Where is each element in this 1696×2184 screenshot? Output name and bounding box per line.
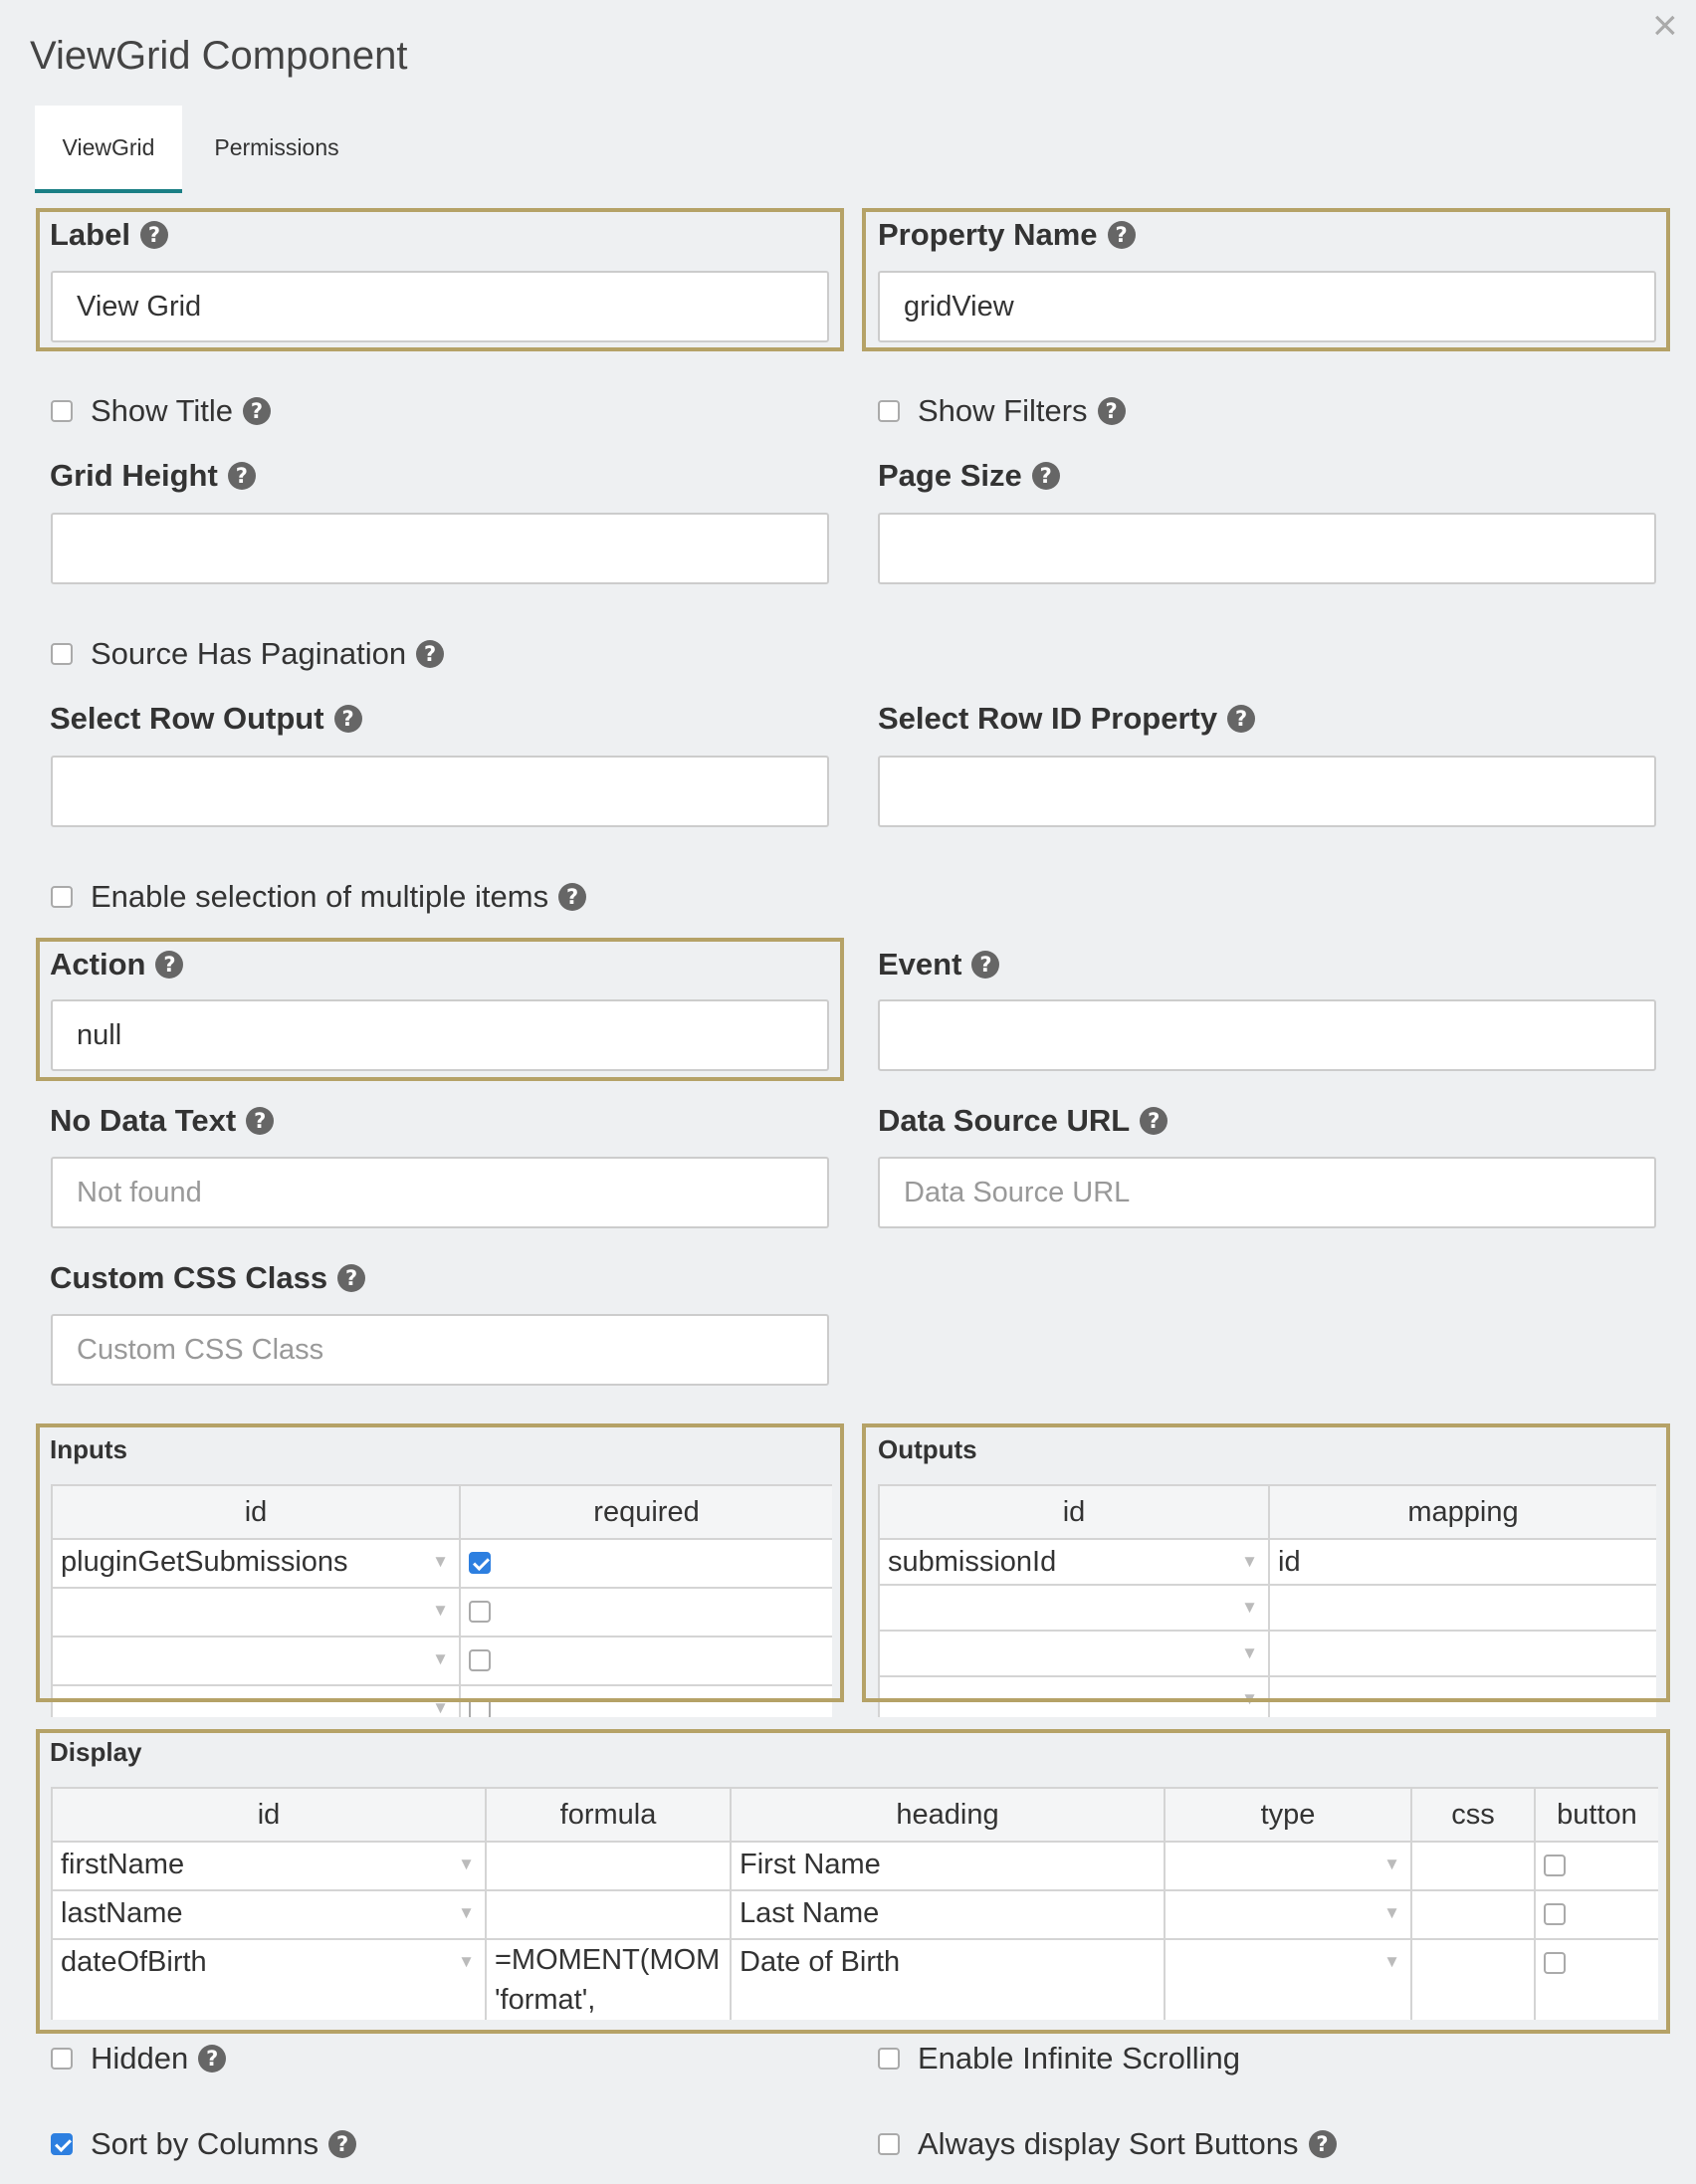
column-header-id[interactable]: id (879, 1485, 1269, 1539)
enable-multiple-checkbox[interactable]: Enable selection of multiple items ? (51, 879, 586, 915)
page-size-label: Page Size ? (878, 458, 1060, 494)
dropdown-arrow-icon[interactable]: ▼ (1383, 1952, 1400, 1971)
dropdown-arrow-icon[interactable]: ▼ (458, 1855, 475, 1873)
help-icon[interactable]: ? (1098, 397, 1126, 425)
custom-css-class-input[interactable]: Custom CSS Class (51, 1314, 829, 1386)
formula-cell[interactable] (486, 1890, 731, 1939)
help-icon[interactable]: ? (1309, 2130, 1337, 2158)
dropdown-arrow-icon[interactable]: ▼ (1383, 1903, 1400, 1922)
id-cell[interactable]: dateOfBirth ▼ (52, 1939, 486, 2020)
button-cell[interactable] (1535, 1842, 1658, 1890)
help-icon[interactable]: ? (243, 397, 271, 425)
help-icon[interactable]: ? (246, 1107, 274, 1135)
help-icon[interactable]: ? (558, 883, 586, 911)
column-header-mapping[interactable]: mapping (1269, 1485, 1656, 1539)
action-input[interactable]: null (51, 999, 829, 1071)
checkbox-box[interactable] (878, 2133, 900, 2155)
show-title-checkbox[interactable]: Show Title ? (51, 393, 271, 429)
dropdown-arrow-icon[interactable]: ▼ (432, 1601, 449, 1620)
custom-css-class-label: Custom CSS Class ? (50, 1260, 365, 1296)
enable-infinite-scrolling-checkbox[interactable]: Enable Infinite Scrolling (878, 2041, 1240, 2076)
inputs-section-title: Inputs (50, 1434, 127, 1464)
checkbox-checked[interactable] (51, 2133, 73, 2155)
column-header-button[interactable]: button (1535, 1788, 1658, 1842)
formula-cell[interactable]: =MOMENT(MOM 'format', (486, 1939, 731, 2020)
show-filters-checkbox[interactable]: Show Filters ? (878, 393, 1126, 429)
table-row (52, 1842, 1658, 1890)
event-label: Event ? (878, 947, 999, 983)
column-header-id[interactable]: id (52, 1788, 486, 1842)
select-row-id-property-input[interactable] (878, 756, 1656, 827)
dropdown-arrow-icon[interactable]: ▼ (432, 1698, 449, 1717)
action-label: Action ? (50, 947, 183, 983)
no-data-text-label: No Data Text ? (50, 1103, 274, 1139)
heading-cell[interactable]: First Name (731, 1842, 1165, 1890)
help-icon[interactable]: ? (155, 951, 183, 979)
help-icon[interactable]: ? (1108, 221, 1136, 249)
grid-height-label: Grid Height ? (50, 458, 256, 494)
css-cell[interactable] (1411, 1842, 1535, 1890)
event-input[interactable] (878, 999, 1656, 1071)
always-display-sort-buttons-checkbox[interactable]: Always display Sort Buttons ? (878, 2126, 1337, 2162)
select-row-output-label: Select Row Output ? (50, 701, 362, 737)
inputs-highlight (36, 1423, 844, 1702)
type-cell[interactable] (1165, 1939, 1411, 2020)
close-icon[interactable]: × (1652, 1, 1678, 50)
help-icon[interactable]: ? (337, 1264, 365, 1292)
tab-viewgrid[interactable]: ViewGrid (35, 106, 182, 193)
id-cell[interactable]: submissionId ▼ (879, 1539, 1269, 1585)
tab-permissions[interactable]: Permissions (214, 134, 339, 160)
help-icon[interactable]: ? (416, 640, 444, 668)
mapping-cell[interactable]: id (1269, 1539, 1656, 1585)
dropdown-arrow-icon[interactable]: ▼ (1241, 1598, 1258, 1617)
dropdown-arrow-icon[interactable]: ▼ (1241, 1643, 1258, 1662)
dropdown-arrow-icon[interactable]: ▼ (458, 1952, 475, 1971)
display-table (51, 1787, 1658, 2020)
outputs-section-title: Outputs (878, 1434, 977, 1464)
column-header-id[interactable]: id (52, 1485, 460, 1539)
checkbox-box[interactable] (1544, 1855, 1566, 1876)
dropdown-arrow-icon[interactable]: ▼ (1241, 1552, 1258, 1571)
css-cell[interactable] (1411, 1939, 1535, 2020)
css-cell[interactable] (1411, 1890, 1535, 1939)
data-source-url-label: Data Source URL ? (878, 1103, 1167, 1139)
button-cell[interactable] (1535, 1939, 1658, 2020)
help-icon[interactable]: ? (328, 2130, 356, 2158)
column-header-heading[interactable]: heading (731, 1788, 1165, 1842)
help-icon[interactable]: ? (198, 2045, 226, 2073)
select-row-output-input[interactable] (51, 756, 829, 827)
dropdown-arrow-icon[interactable]: ▼ (458, 1903, 475, 1922)
checkbox-box[interactable] (878, 400, 900, 422)
checkbox-box[interactable] (51, 643, 73, 665)
checkbox-box[interactable] (1544, 1903, 1566, 1925)
id-cell[interactable]: firstName ▼ (52, 1842, 486, 1890)
checkbox-box[interactable] (51, 2048, 73, 2070)
help-icon[interactable]: ? (334, 705, 362, 733)
label-input[interactable]: View Grid (51, 271, 829, 342)
button-cell[interactable] (1535, 1890, 1658, 1939)
help-icon[interactable]: ? (971, 951, 999, 979)
no-data-text-input[interactable]: Not found (51, 1157, 829, 1228)
select-row-id-property-label: Select Row ID Property ? (878, 701, 1255, 737)
checkbox-box[interactable] (51, 886, 73, 908)
formula-cell[interactable] (486, 1842, 731, 1890)
label-label: Label ? (50, 217, 168, 253)
data-source-url-input[interactable]: Data Source URL (878, 1157, 1656, 1228)
heading-cell[interactable]: Date of Birth (731, 1939, 1165, 2020)
help-icon[interactable]: ? (140, 221, 168, 249)
help-icon[interactable]: ? (228, 462, 256, 490)
help-icon[interactable]: ? (1032, 462, 1060, 490)
dropdown-arrow-icon[interactable]: ▼ (432, 1552, 449, 1571)
column-header-type[interactable]: type (1165, 1788, 1411, 1842)
column-header-css[interactable]: css (1411, 1788, 1535, 1842)
property-name-input[interactable]: gridView (878, 271, 1656, 342)
id-cell[interactable]: pluginGetSubmissions ▼ (52, 1539, 460, 1588)
checkbox-box[interactable] (1544, 1952, 1566, 1974)
type-cell[interactable] (1165, 1842, 1411, 1890)
checkbox-box[interactable] (878, 2048, 900, 2070)
heading-cell[interactable]: Last Name (731, 1890, 1165, 1939)
help-icon[interactable]: ? (1140, 1107, 1167, 1135)
column-header-required[interactable]: required (460, 1485, 832, 1539)
dropdown-arrow-icon[interactable]: ▼ (432, 1649, 449, 1668)
property-name-label: Property Name ? (878, 217, 1136, 253)
grid-height-input[interactable] (51, 513, 829, 584)
outputs-highlight (862, 1423, 1670, 1702)
table-row (52, 1890, 1658, 1939)
page-size-input[interactable] (878, 513, 1656, 584)
display-grid-viewport (51, 1787, 1658, 2020)
dialog-title: ViewGrid Component (30, 34, 408, 78)
type-cell[interactable] (1165, 1890, 1411, 1939)
sort-by-columns-checkbox[interactable]: Sort by Columns ? (51, 2126, 356, 2162)
column-header-formula[interactable]: formula (486, 1788, 731, 1842)
source-has-pagination-checkbox[interactable]: Source Has Pagination ? (51, 636, 444, 672)
checkbox-box[interactable] (51, 400, 73, 422)
dropdown-arrow-icon[interactable]: ▼ (1383, 1855, 1400, 1873)
display-section-title: Display (50, 1737, 142, 1767)
id-cell[interactable]: lastName ▼ (52, 1890, 486, 1939)
dropdown-arrow-icon[interactable]: ▼ (1241, 1689, 1258, 1708)
hidden-checkbox[interactable]: Hidden ? (51, 2041, 226, 2076)
table-row (52, 1939, 1658, 2020)
help-icon[interactable]: ? (1227, 705, 1255, 733)
